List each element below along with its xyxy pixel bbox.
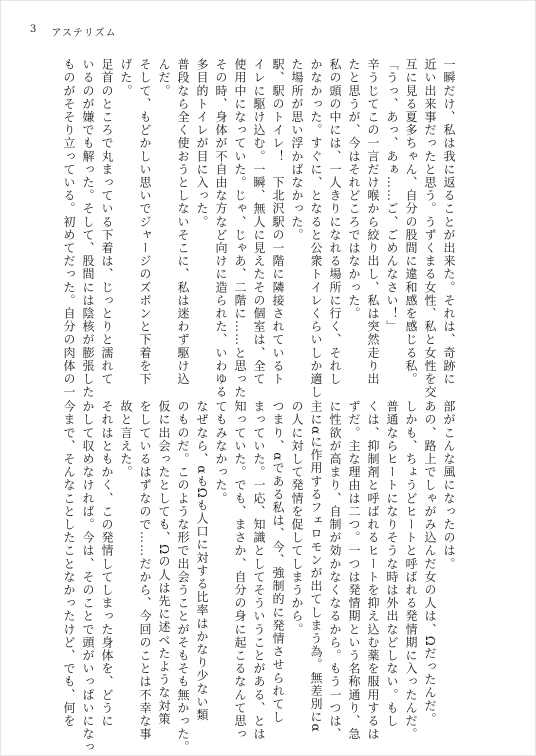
text-line: をしているはずなので……だから、今回のことは不幸な事 <box>138 400 152 741</box>
text-line: あの、路上でしゃがみ込んだ女の人は、Ωだったんだ。 <box>423 400 437 726</box>
text-line: 「うっ、あっ、あぁ……ご、ごめんなさい！」 <box>385 58 399 334</box>
text-line: げた。 <box>119 58 133 98</box>
text-line: まっていた。一応、知識としてそういうことがある、とは <box>252 400 266 741</box>
text-line: 一瞬だけ、私は我に返ることが出来た。それは、奇跡に <box>442 58 456 386</box>
text-line: の人に対して発情を促してしまうから。 <box>290 400 304 636</box>
text-line: 普通ならヒートになりそうな時は外出などしない。もし <box>385 400 399 728</box>
text-line: 足首のところで丸まっている下着は、じっとりと濡れて <box>100 58 114 386</box>
text-line: 仮に出会ったとしても、Ωの人は先に述べたような対策 <box>157 400 171 726</box>
text-line: いるのが嫌でも解った。そして、股間には陰核が膨張した <box>81 58 95 399</box>
text-line: んだ。 <box>157 58 171 98</box>
text-line: たと思うが、今はそれどころではなかった。 <box>347 58 361 320</box>
text-line: ずだ。主な理由は二つ。一つは発情期という名称通り、急 <box>347 400 361 741</box>
text-line: 多目的トイレが目に入った。 <box>195 58 209 229</box>
text-line: 辛うじてこの一言だけ喉から絞り出し、私は突然走り出 <box>366 58 380 386</box>
text-line: 互に見る夏多ちゃん、自分の股間に違和感を感じる私。 <box>404 58 418 386</box>
text-line: くは、抑制剤と呼ばれるヒートを抑え込む薬を服用するは <box>366 400 380 741</box>
text-line: しかも、ちょうどヒートと呼ばれる発情期に入ったんだ。 <box>404 400 418 741</box>
text-line: 部がこんな風になったのは。 <box>442 400 456 571</box>
text-line: なぜなら、αもΩも人口に対する比率はかなり少ない類 <box>195 400 209 722</box>
text-line: 主にαに作用するフェロモンが出てしまう為。無差別にα <box>309 400 323 733</box>
text-line: イレに駆け込む。一瞬、無人に見えたその個室は、全て <box>252 58 266 386</box>
text-line: 故と言えた。 <box>119 400 133 479</box>
page-number: 3 <box>30 24 38 35</box>
page-header <box>30 24 117 39</box>
text-line: つまり、αである私は、今、強制的に発情させられてし <box>271 400 285 724</box>
text-line: てもみなかった。 <box>214 400 228 505</box>
text-line: かなかった。すぐに、となると公衆トイレくらいしか適し <box>309 58 323 399</box>
text-block-upper <box>59 58 458 399</box>
text-line: のものだ。このような形で出会うことがそもそも無かった。 <box>176 400 190 754</box>
text-line: かして収めなければ。今は、そのことで頭がいっぱいになっ <box>81 400 95 754</box>
text-line: 近い出来事だったと思う。うずくまる女性、私と女性を交 <box>423 58 437 399</box>
text-line: 私の頭の中には、一人きりになれる場所に行く、それし <box>328 58 342 386</box>
text-line: それはともかく、この発情してしまった身体を、どうに <box>100 400 114 728</box>
text-line: た場所が思い浮かばなかった。 <box>290 58 304 242</box>
text-line: 今まで、そんなことしたことなかったけど、でも、何を <box>62 400 76 728</box>
text-block-lower <box>59 400 458 754</box>
text-line: 普段なら全く使おうとしないそこに、私は迷わず駆け込 <box>176 58 190 386</box>
text-line: 知っていた。でも、まさか、自分の身に起こるなんて思っ <box>233 400 247 741</box>
text-line: その時、身体が不自由な方など向けに造られた、いわゆる <box>214 58 228 399</box>
text-line: ものがそそり立っている。初めてだった。自分の肉体の一 <box>62 58 76 399</box>
text-line: 駅、駅のトイレ！ 下北沢駅の一階に隣接されているト <box>271 58 285 386</box>
text-line: に性欲が高まり、自制が効かなくなるから。もう一つは、 <box>328 400 342 741</box>
text-line: そして、もどかしい思いでジャージのズボンと下着を下 <box>138 58 152 386</box>
running-title: アステリズム <box>51 28 117 39</box>
text-line: 使用中になっていた。じゃ、じゃあ、二階に……と思った <box>233 58 247 399</box>
